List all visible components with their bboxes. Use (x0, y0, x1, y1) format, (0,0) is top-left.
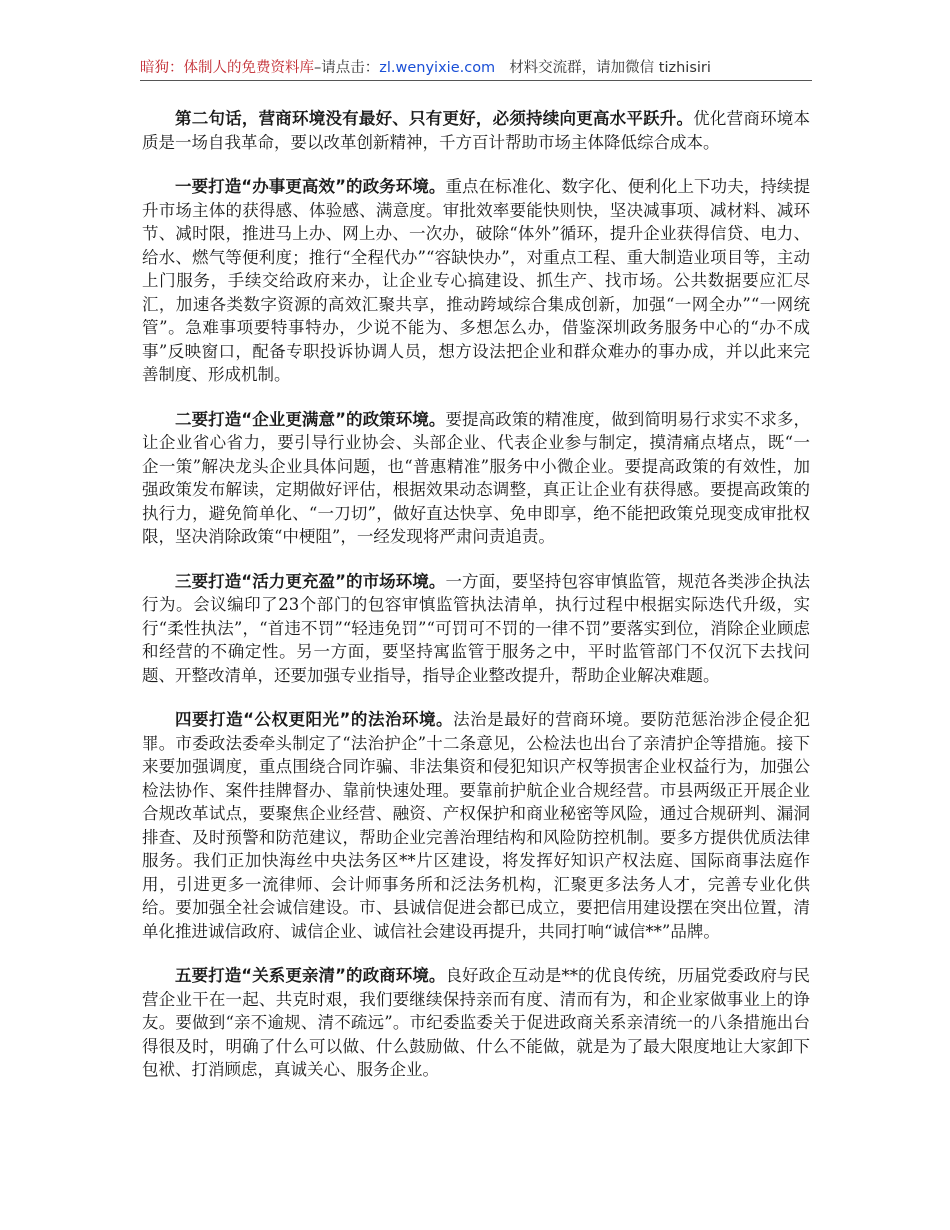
page-header (140, 56, 812, 80)
paragraph-text: 要提高政策的精准度，做到简明易行求实不求多，让企业省心省力，要引导行业协会、头部企业、代表企业参与制定，摸清痛点堵点，既“一企一策”解决龙头企业具体问题，也“普惠精准”服务中小微企业。要提高政策的有效性，加强政策发布解读，定期做好评估，根据效果动态调整，真正让企业有获得感。要提高政策的执行力，避免简单化、“一刀切”，做好直达快享、免申即享，绝不能把政策兑现变成审批权限，坚决消除政策“中梗阻”，一经发现将严肃问责追责。 (142, 409, 810, 546)
header-prompt: –请点击： (314, 60, 380, 76)
paragraph-lead: 二要打造“企业更满意”的政策环境。 (175, 409, 446, 429)
paragraph-text: 一方面，要坚持包容审慎监管，规范各类涉企执法行为。会议编印了23个部门的包容审慎监管执法清单，执行过程中根据实际迭代升级，实行“柔性执法”，“首违不罚”“轻违免罚”“可罚可不罚的一律不罚”要落实到位，消除企业顾虑和经营的不确定性。另一方面，要坚持寓监管于服务之中，平时监管部门不仅沉下去找问题、开整改清单，还要加强专业指导，指导企业整改提升，帮助企业解决难题。 (142, 571, 810, 685)
paragraph-government-service (142, 175, 810, 387)
paragraph-second-point (142, 107, 810, 154)
paragraph-lead: 三要打造“活力更充盈”的市场环境。 (175, 571, 446, 591)
paragraph-lead: 五要打造“关系更亲清”的政商环境。 (175, 966, 446, 985)
header-wechat-note: 材料交流群，请加微信 tizhisiri (509, 60, 711, 76)
paragraph-lead: 第二句话，营商环境没有最好、只有更好，必须持续向更高水平跃升。 (175, 109, 694, 128)
document-body (142, 107, 810, 1103)
header-link[interactable]: zl.wenyixie.com (379, 60, 496, 76)
paragraph-rule-of-law (142, 708, 810, 943)
paragraph-policy (142, 408, 810, 549)
paragraph-government-business (142, 964, 810, 1082)
paragraph-market (142, 570, 810, 688)
header-site-name: 暗狗：体制人的免费资料库 (140, 60, 314, 76)
paragraph-text: 良好政企互动是**的优良传统，历届党委政府与民营企业干在一起、共克时艰，我们要继续保持亲而有度、清而有为，和企业家做事业上的诤友。要做到“亲不逾规、清不疏远”。市纪委监委关于促进政商关系亲清统一的八条措施出台得很及时，明确了什么可以做、什么鼓励做、什么不能做，就是为了最大限度地让大家卸下包袱、打消顾虑，真诚关心、服务企业。 (142, 966, 810, 1079)
paragraph-text: 法治是最好的营商环境。要防范惩治涉企侵企犯罪。市委政法委牵头制定了“法治护企”十二条意见，公检法也出台了亲清护企等措施。接下来要加强调度，重点围绕合同诈骗、非法集资和侵犯知识产权等损害企业权益行为，加强公检法协作、案件挂牌督办、靠前快速处理。要靠前护航企业合规经营。市县两级正开展企业合规改革试点，要聚焦企业经营、融资、产权保护和商业秘密等风险，通过合规研判、漏洞排查、及时预警和防范建议，帮助企业完善治理结构和风险防控机制。要多方提供优质法律服务。我们正加快海丝中央法务区**片区建设，将发挥好知识产权法庭、国际商事法庭作用，引进更多一流律师、会计师事务所和泛法务机构，汇聚更多法务人才，完善专业化供给。要加强全社会诚信建设。市、县诚信促进会都已成立，要把信用建设摆在突出位置，清单化推进诚信政府、诚信企业、诚信社会建设再提升，共同打响“诚信**”品牌。 (142, 710, 810, 941)
paragraph-lead: 一要打造“办事更高效”的政务环境。 (175, 177, 446, 196)
paragraph-lead: 四要打造“公权更阳光”的法治环境。 (175, 710, 454, 729)
header-divider (140, 80, 812, 81)
paragraph-text: 优化营商环境本质是一场自我革命，要以改革创新精神，千方百计帮助市场主体降低综合成本。 (142, 109, 811, 152)
paragraph-text: 重点在标准化、数字化、便利化上下功夫，持续提升市场主体的获得感、体验感、满意度。审批效率要能快则快，坚决减事项、减材料、减环节、减时限，推进马上办、网上办、一次办，破除“体外”循环，提升企业获得信贷、电力、给水、燃气等便利度；推行“全程代办”“容缺快办”，对重点工程、重大制造业项目等，主动上门服务，手续交给政府来办，让企业专心搞建设、抓生产、找市场。公共数据要应汇尽汇，加速各类数字资源的高效汇聚共享，推动跨域综合集成创新，加强“一网全办”“一网统管”。急难事项要特事特办，少说不能为、多想怎么办，借鉴深圳政务服务中心的“办不成事”反映窗口，配备专职投诉协调人员，想方设法把企业和群众难办的事办成，并以此来完善制度、形成机制。 (142, 177, 810, 384)
